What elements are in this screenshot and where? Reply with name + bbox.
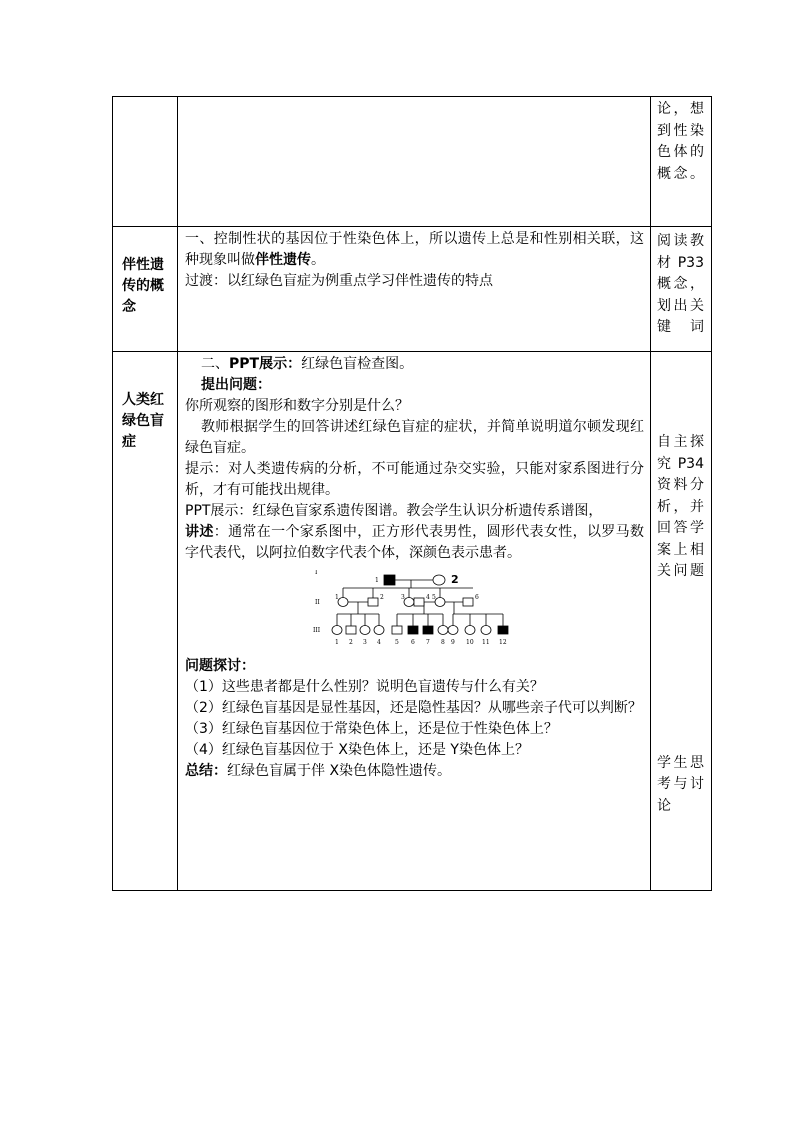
individual-number: 2 [349,639,353,646]
teacher-text: 教师根据学生的回答讲述红绿色盲症的症状，并简单说明道尔顿发现红绿色盲症。 [185,419,644,456]
topic-title: 伴性遗传的概念 [122,257,164,315]
male-symbol [463,598,473,606]
text: 红绿色盲检查图。 [301,356,414,372]
affected-male-symbol [384,575,395,585]
female-symbol [481,626,491,635]
discussion-question: （3）红绿色盲基因位于常染色体上，还是位于性染色体上？ [185,721,558,737]
table-row [113,352,712,891]
female-symbol [404,598,414,607]
pedigree-diagram [313,570,523,650]
male-symbol [414,598,424,606]
male-symbol [368,598,378,606]
individual-number: 1 [335,639,339,646]
individual-number: 8 [441,639,445,646]
paragraph [185,229,644,271]
text: 二、 [201,356,229,372]
topic-cell [113,97,178,227]
affected-male-symbol [498,626,508,634]
table-row [113,227,712,352]
male-symbol [346,626,356,634]
lesson-plan-table [112,96,712,891]
individual-number: 7 [426,639,430,646]
text: ：通常在一个家系图中，正方形代表男性，圆形代表女性，以罗马数字代表代，以阿拉伯数字代表个体，深颜色表示患者。 [185,524,645,561]
generation-label: I [315,570,318,576]
text: 问题探讨： [185,658,255,674]
hint-text: 提示：对人类遗传病的分析，不可能通过杂交实验，只能对家系图进行分析，才有可能找出规律。 [185,461,644,498]
text: 。 [311,252,325,268]
topic-cell [113,352,178,891]
individual-number: 5 [395,639,399,646]
individual-number: 10 [466,639,474,646]
individual-number: 9 [451,639,455,646]
female-symbol [448,626,458,635]
student-activity-text: 论，想到性染色体的概念。 [657,101,704,182]
individual-number: 4 [377,639,381,646]
individual-number: 6 [411,639,415,646]
female-symbol [374,626,384,635]
individual-number: 12 [499,639,507,646]
text: 提出问题： [201,377,271,393]
female-symbol [338,598,348,607]
male-symbol [392,626,402,634]
transition-text: 过渡：以红绿色盲症为例重点学习伴性遗传的特点 [185,273,493,289]
female-symbol [438,626,448,635]
individual-number: 6 [475,594,479,601]
content-cell [178,97,651,227]
topic-cell [113,227,178,352]
female-symbol [332,626,342,635]
discussion-question: （2）红绿色盲基因是显性基因，还是隐性基因？从哪些亲子代可以判断？ [185,700,642,716]
table-row [113,97,712,227]
individual-number: 1 [335,594,339,601]
explain-text [185,522,644,564]
individual-number: 4 [426,594,430,601]
text: 红绿色盲属于伴 X染色体隐性遗传。 [227,763,452,779]
section-heading [185,354,644,375]
female-symbol [435,598,445,607]
summary-text [185,761,644,782]
text: 一、控制性状的基因位于性染色体上，所以遗传上总是和性别相关联，这种现象叫做 [185,231,644,268]
student-activity-text: 学生思考与讨论 [657,754,704,814]
individual-number: 2 [380,594,384,601]
question-text: 你所观察的图形和数字分别是什么？ [185,398,409,414]
content-cell [178,227,651,352]
text: 讲述 [185,524,214,540]
content-cell [178,352,651,891]
student-activity-cell [651,352,712,891]
individual-number: 3 [401,594,405,601]
female-symbol [433,575,445,585]
student-activity-cell [651,97,712,227]
affected-male-symbol [423,626,433,634]
text: 总结： [185,763,227,779]
individual-number: 2 [451,573,459,586]
individual-number: 5 [432,594,436,601]
female-symbol [465,626,475,635]
question-label [185,375,644,396]
female-symbol [360,626,370,635]
topic-title: 人类红绿色盲症 [122,392,164,450]
individual-number: 1 [375,577,379,584]
individual-number: 3 [363,639,367,646]
generation-label: II [315,599,320,606]
student-activity-text: 自主探究P34资料分析，并回答学案上相关问题 [657,434,704,579]
key-term: 伴性遗传 [255,252,311,268]
ppt-text: PPT展示：红绿色盲家系遗传图谱。教会学生认识分析遗传系谱图， [185,503,603,519]
discussion-question: （4）红绿色盲基因位于 X染色体上，还是 Y染色体上？ [185,742,529,758]
student-activity-text: 阅读教材P33概念，划出关键词 [657,233,704,335]
individual-number: 11 [482,639,490,646]
student-activity-cell [651,227,712,352]
text: PPT展示： [229,356,302,372]
discussion-label [185,656,644,677]
discussion-question: （1）这些患者都是什么性别？说明色盲遗传与什么有关？ [185,679,544,695]
generation-label: III [313,627,321,634]
affected-male-symbol [408,626,418,634]
